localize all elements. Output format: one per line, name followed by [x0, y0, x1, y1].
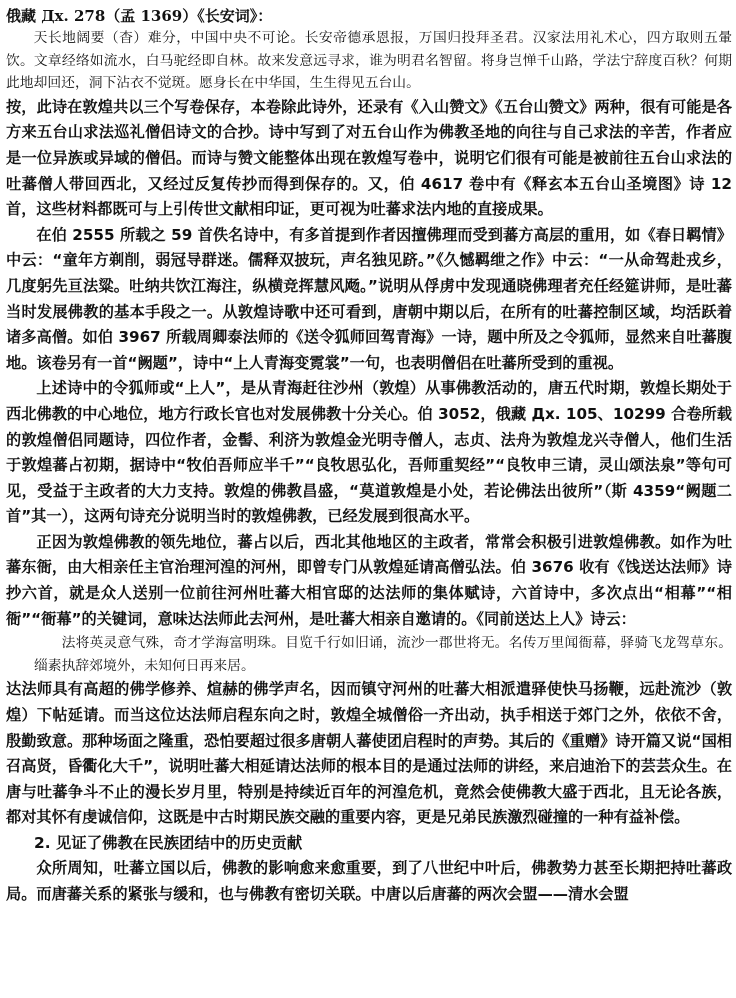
paragraph-4: 正因为敦煌佛教的领先地位，蕃占以后，西北其他地区的主政者，常常会积极引进敦煌佛教。如作为吐蕃东衙，由大相亲任主官治理河湟的河州，即曾专门从敦煌延请高僧弘法。伯 3676 收有《饯送达法师》诗抄六首，就是众人送别一位前往河州吐蕃大相官邸的达法师的集体赋诗，六首诗中，多次点出“相幕”“相衙”“衙幕”的关键词，意味达法师此去河州，是吐蕃大相亲自邀请的。《同前送达上人》诗云： [6, 532, 732, 628]
paragraph-3: 上述诗中的令狐师或“上人”，是从青海赶往沙州（敦煌）从事佛教活动的，唐五代时期，敦煌长期处于西北佛教的中心地位，地方行政长官也对发展佛教十分关心。伯 3052，俄藏 Дx. 105、10299 合卷所载的敦煌僧侣同题诗，四位作者，金髻、利济为敦煌金光明寺僧人，志贞、法舟为敦煌龙兴寺僧人，他们生活于敦煌蕃占初期，据诗中“牧伯吾师应半千”“良牧思弘化，吾师重契经”“良牧申三请，灵山颂法泉”等句可见，受益于主政者的大力支持。敦煌的佛教昌盛，“莫道敦煌是小处，若论佛法出彼所”（斯 4359“阙题二首”其一），这两句诗充分说明当时的敦煌佛教，已经发展到很高水平。 [6, 379, 732, 526]
poem-quote-2: 法将英灵意气殊，奇才学海富明珠。目览千行如旧诵，流沙一郡世将无。名传万里闻衙幕，驿骑飞龙驾草东。缁素执辞郊境外，未知何日再来居。 [34, 635, 732, 674]
poem-quote: 天长地阔要（杳）难分，中国中央不可论。长安帝德承恩报，万国归投拜圣君。汉家法用礼术心，四方取则五暈饮。文章经络如流水，白马驼经即自林。故来发意远寻求，谁为明君名智留。将身岂惮千山路，学法宁辞度百秋？何期此地却回还，洞下沾衣不觉斑。愿身长在中华国，生生得见五台山。 [6, 30, 732, 92]
poem-heading: 俄藏 Дx. 278（孟 1369）《长安词》： [6, 7, 273, 25]
document-page [6, 6, 732, 907]
section-heading: 2. 见证了佛教在民族团结中的历史贡献 [34, 834, 303, 852]
paragraph-5: 达法师具有高超的佛学修养、煊赫的佛学声名，因而镇守河州的吐蕃大相派遣驿使快马扬鞭，远赴流沙（敦煌）下帖延请。而当这位达法师启程东向之时，敦煌全城僧俗一齐出动，执手相送于郊门之外，依依不舍，殷勤致意。那种场面之隆重，恐怕要超过很多唐朝人蕃使团启程时的声势。其后的《重赠》诗开篇又说“国相召高贤，昏衢化大千”，说明吐蕃大相延请达法师的根本目的是通过法师的讲经，来启迪治下的芸芸众生。在唐与吐蕃争斗不止的漫长岁月里，特别是持续近百年的河湟危机，竟然会使佛教大盛于西北，且无论各族，都对其怀有虔诚信仰，这既是中古时期民族交融的重要内容，更是兄弟民族激烈碰撞的一种有益补偿。 [6, 680, 732, 827]
paragraph-6: 众所周知，吐蕃立国以后，佛教的影响愈来愈重要，到了八世纪中叶后，佛教势力甚至长期把持吐蕃政局。而唐蕃关系的紧张与缓和，也与佛教有密切关联。中唐以后唐蕃的两次会盟——清水会盟 [6, 859, 732, 903]
paragraph-1: 按，此诗在敦煌共以三个写卷保存，本卷除此诗外，还录有《入山赞文》《五台山赞文》两种，很有可能是各方来五台山求法巡礼僧侣诗文的合抄。诗中写到了对五台山作为佛教圣地的向往与自己求法的辛苦，作者应是一位异族或异域的僧侣。而诗与赞文能整体出现在敦煌写卷中，说明它们很有可能是被前往五台山求法的吐蕃僧人带回西北，又经过反复传抄而得到保存的。又，伯 4617 卷中有《释玄本五台山圣境图》诗 12 首，这些材料都既可与上引传世文献相印证，更可视为吐蕃求法内地的直接成果。 [6, 97, 732, 219]
paragraph-2: 在伯 2555 所载之 59 首佚名诗中，有多首提到作者因擅佛理而受到蕃方高层的重用，如《春日羁情》中云：“童年方剃削，弱冠导群迷。儒释双披玩，声名独见跻。”《久憾羁绁之作》中云：“一从命驾赴戎乡，几度躬先亘法粱。吐纳共饮江海注，纵横竞挥慧风飏。”说明从俘虏中发现通晓佛理者充任经筵讲师，是吐蕃当时发展佛教的基本手段之一。从敦煌诗歌中还可看到，唐朝中期以后，在所有的吐蕃控制区域，均活跃着诸多高僧。如伯 3967 所载周卿泰法师的《送令狐师回驾青海》一诗，题中所及之令狐师，显然来自吐蕃腹地。该卷另有一首“阙题”，诗中“上人青海变霓裳”一句，也表明僧侣在吐蕃所受到的重视。 [6, 225, 732, 372]
